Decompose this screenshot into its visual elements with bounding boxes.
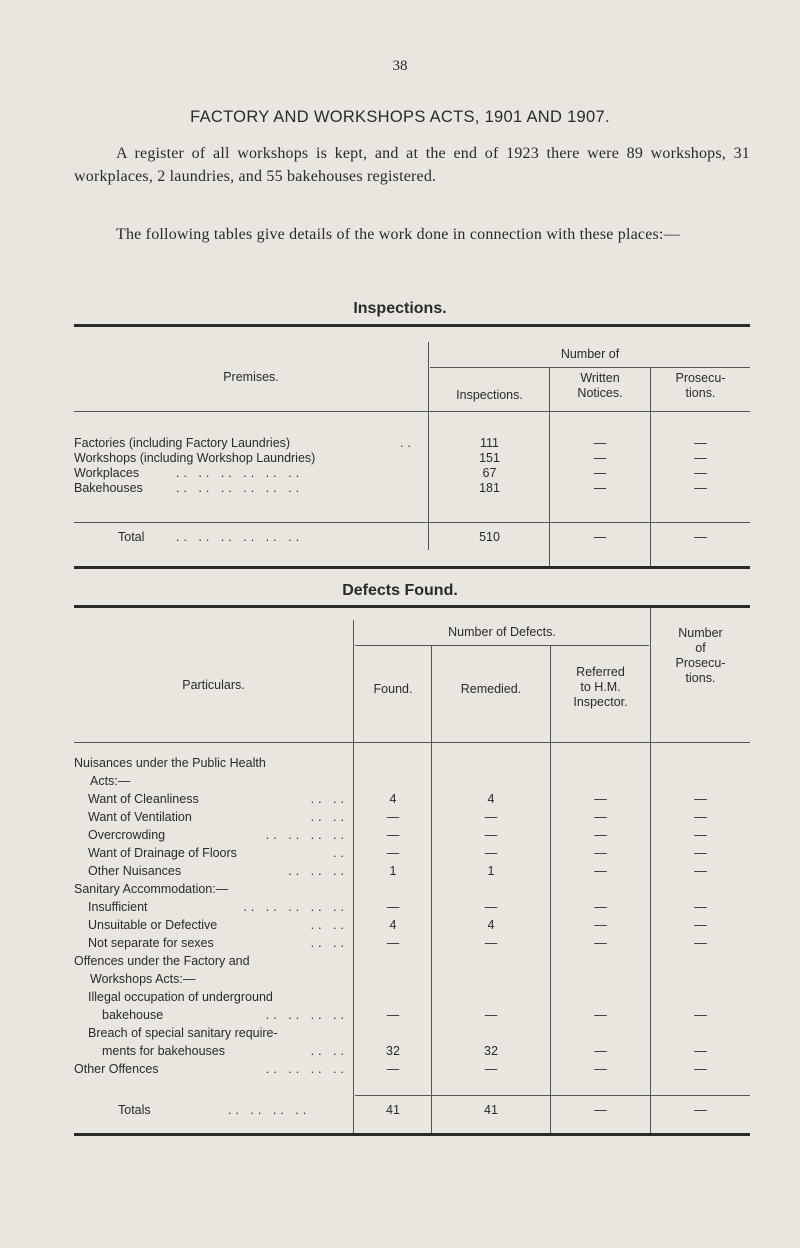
referred-value: —: [594, 846, 607, 860]
particulars-label: Not separate for sexes: [88, 936, 214, 950]
totals-leader-dots: .. .. .. ..: [228, 1103, 311, 1117]
particulars-label: bakehouse: [102, 1008, 164, 1022]
prosecutions-value: —: [694, 1044, 707, 1058]
particulars-label: Unsuitable or Defective: [88, 918, 218, 932]
found-value: 4: [389, 918, 397, 932]
found-value: 32: [386, 1044, 400, 1058]
premises-label: Factories (including Factory Laundries): [74, 436, 291, 450]
leader-dots: .. .. .. .. .. ..: [176, 466, 304, 480]
totals-label: Totals: [118, 1103, 151, 1117]
particulars-label: Sanitary Accommodation:—: [74, 882, 229, 896]
remedied-value: —: [484, 900, 498, 914]
referred-value: —: [594, 1062, 607, 1076]
totals-prosecutions: —: [694, 1103, 707, 1117]
totals-found: 41: [386, 1103, 400, 1117]
written-notices-header: [550, 371, 650, 401]
particulars-label: Want of Drainage of Floors: [88, 846, 237, 860]
leader-dots: .. .. ..: [288, 864, 348, 878]
notices-value: —: [593, 481, 607, 495]
total-label: Total: [118, 530, 145, 544]
referred-value: —: [594, 828, 607, 842]
referred-value: —: [594, 792, 607, 806]
referred-value: —: [594, 864, 607, 878]
found-value: —: [386, 828, 400, 842]
totals-referred: —: [594, 1103, 607, 1117]
particulars-label: Insufficient: [88, 900, 148, 914]
number-of-prosecutions-header: [651, 626, 750, 686]
remedied-value: 4: [487, 792, 495, 806]
prosecutions-header: [651, 371, 750, 401]
leader-dots: ..: [400, 436, 415, 450]
page-number: 38: [392, 58, 408, 74]
number-of-prosecutions-header-line2: of: [695, 641, 706, 655]
found-value: 1: [389, 864, 397, 878]
remedied-value: —: [484, 1008, 498, 1022]
notices-value: —: [593, 436, 607, 450]
notices-value: —: [593, 451, 607, 465]
particulars-label: Other Offences: [74, 1062, 159, 1076]
inspections-value: 111: [479, 436, 499, 450]
total-notices: —: [593, 530, 607, 544]
remedied-value: —: [484, 846, 498, 860]
prosecutions-value: —: [694, 900, 707, 914]
number-of-prosecutions-header-line1: Number: [678, 626, 723, 640]
leader-dots: .. ..: [310, 792, 348, 806]
prosecutions-value: —: [694, 828, 707, 842]
found-value: —: [386, 810, 400, 824]
leader-dots: .. .. .. .. ..: [243, 900, 348, 914]
inspections-value: 181: [479, 481, 500, 495]
referred-value: —: [594, 810, 607, 824]
found-value: —: [386, 900, 400, 914]
particulars-label: Want of Ventilation: [88, 810, 192, 824]
notices-value: —: [593, 466, 607, 480]
leader-dots: .. ..: [310, 1044, 348, 1058]
leader-dots: .. .. .. ..: [265, 1062, 348, 1076]
particulars-label: Nuisances under the Public Health: [74, 756, 266, 770]
remedied-value: —: [484, 810, 498, 824]
remedied-header: Remedied.: [460, 682, 522, 696]
leader-dots: .. ..: [310, 810, 348, 824]
particulars-header: Particulars.: [182, 678, 245, 692]
prosecutions-value: —: [694, 936, 707, 950]
page-heading: FACTORY AND WORKSHOPS ACTS, 1901 AND 1907.: [190, 108, 610, 126]
inspections-title: Inspections.: [353, 300, 447, 317]
prosecutions-value: —: [694, 481, 707, 495]
particulars-label: Other Nuisances: [88, 864, 182, 878]
number-of-header: Number of: [560, 347, 620, 361]
prosecutions-value: —: [694, 792, 707, 806]
intro-paragraph: A register of all workshops is kept, and at the end of 1923 there were 89 workshops, 31 workplaces, 2 laundries, and 55 bakehouses registered.: [74, 145, 750, 185]
leader-dots: ..: [333, 846, 348, 860]
found-value: —: [386, 1062, 400, 1076]
prosecutions-value: —: [694, 810, 707, 824]
premises-label: Workplaces: [74, 466, 140, 480]
referred-value: —: [594, 900, 607, 914]
prosecutions-value: —: [694, 1008, 707, 1022]
inspections-value: 151: [479, 451, 500, 465]
leader-dots: .. ..: [310, 936, 348, 950]
referred-value: —: [594, 1008, 607, 1022]
leader-dots: .. ..: [310, 918, 348, 932]
total-prosecutions: —: [694, 530, 707, 544]
written-notices-header-line2: Notices.: [577, 386, 623, 400]
remedied-value: —: [484, 1062, 498, 1076]
particulars-label: Breach of special sanitary require-: [88, 1026, 278, 1040]
prosecutions-value: —: [694, 918, 707, 932]
particulars-label: Workshops Acts:—: [90, 972, 196, 986]
premises-label: Workshops (including Workshop Laundries): [74, 451, 316, 465]
particulars-label: Want of Cleanliness: [88, 792, 199, 806]
particulars-label: Acts:—: [90, 774, 131, 788]
prosecutions-value: —: [694, 846, 707, 860]
referred-header-line2: to H.M.: [580, 680, 621, 694]
found-header: Found.: [373, 682, 413, 696]
total-leader-dots: .. .. .. .. .. ..: [176, 530, 304, 544]
referred-header-line3: Inspector.: [573, 695, 628, 709]
referred-value: —: [594, 1044, 607, 1058]
remedied-value: —: [484, 936, 498, 950]
remedied-value: 32: [484, 1044, 498, 1058]
prosecutions-value: —: [694, 451, 707, 465]
inspections-value: 67: [482, 466, 497, 480]
found-value: —: [386, 1008, 400, 1022]
leader-dots: .. .. .. .. .. ..: [176, 481, 304, 495]
found-value: —: [386, 936, 400, 950]
remedied-value: 1: [487, 864, 495, 878]
referred-header: [551, 665, 650, 710]
referred-value: —: [594, 918, 607, 932]
number-of-prosecutions-header-line4: tions.: [685, 671, 716, 685]
totals-remedied: 41: [484, 1103, 498, 1117]
particulars-label: Illegal occupation of underground: [88, 990, 273, 1004]
referred-header-line1: Referred: [576, 665, 625, 679]
defects-title: Defects Found.: [342, 582, 458, 599]
prosecutions-value: —: [694, 864, 707, 878]
found-value: —: [386, 846, 400, 860]
remedied-value: —: [484, 828, 498, 842]
number-of-defects-header: Number of Defects.: [448, 625, 556, 639]
inspections-col-header: Inspections.: [456, 388, 523, 402]
prosecutions-header-line2: tions.: [685, 386, 716, 400]
found-value: 4: [389, 792, 397, 806]
total-inspections: 510: [479, 530, 500, 544]
particulars-label: Overcrowding: [88, 828, 166, 842]
remedied-value: 4: [487, 918, 495, 932]
written-notices-header-line1: Written: [580, 371, 620, 385]
prosecutions-value: —: [694, 1062, 707, 1076]
prosecutions-header-line1: Prosecu-: [675, 371, 726, 385]
prosecutions-value: —: [694, 466, 707, 480]
tables-paragraph: The following tables give details of the work done in connection with these places:—: [116, 226, 680, 243]
number-of-prosecutions-header-line3: Prosecu-: [675, 656, 726, 670]
referred-value: —: [594, 936, 607, 950]
leader-dots: .. .. .. ..: [265, 828, 348, 842]
premises-label: Bakehouses: [74, 481, 143, 495]
particulars-label: Offences under the Factory and: [74, 954, 250, 968]
premises-header: Premises.: [223, 370, 279, 384]
prosecutions-value: —: [694, 436, 707, 450]
particulars-label: ments for bakehouses: [102, 1044, 225, 1058]
leader-dots: .. .. .. ..: [265, 1008, 348, 1022]
